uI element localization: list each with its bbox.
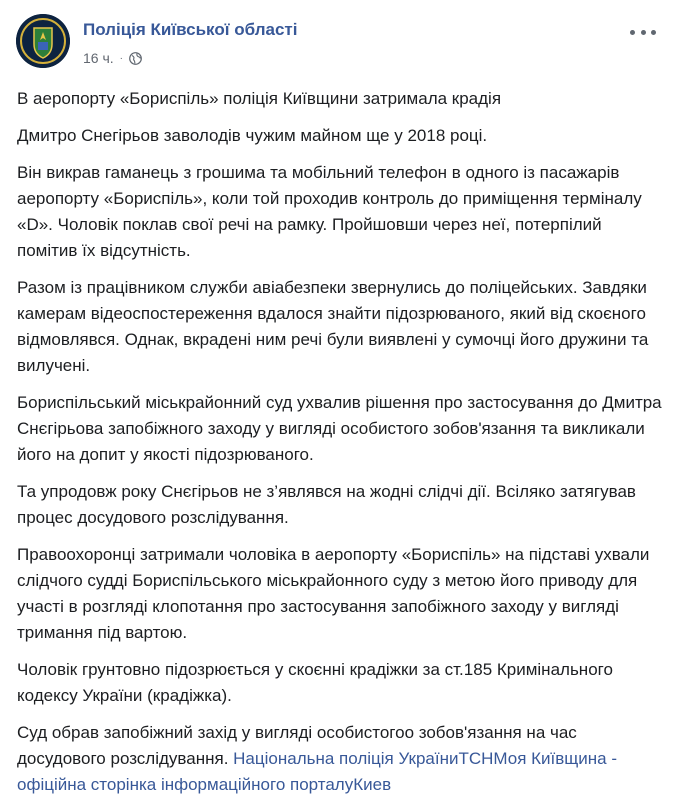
tag-link-kiev[interactable]: Киев <box>353 775 392 794</box>
post-meta <box>83 50 142 66</box>
paragraph: В аеропорту «Бориспіль» поліція Київщини затримала крадія <box>17 89 502 108</box>
globe-icon[interactable] <box>129 52 142 65</box>
paragraph-text: Суд обрав запобіжний захід у вигляді особистогоо зобов'язання на час досудового розслідування. <box>17 723 577 768</box>
post-timestamp[interactable]: 16 ч. <box>83 50 114 66</box>
paragraph-with-tags <box>17 720 662 798</box>
paragraph: Чоловік грунтовно підозрюється у скоєнні крадіжки за ст.185 Кримінального кодексу України (крадіжка). <box>17 660 613 705</box>
post-body <box>17 86 662 809</box>
paragraph: Він викрав гаманець з грошима та мобільний телефон в одного із пасажарів аеропорту «Бориспіль», коли той проходив контроль до приміщення терміналу «D». Чоловік поклав свої речі на рамку. Пройшовши через неї, потерпілий помітив їх відсутність. <box>17 163 642 260</box>
page-avatar[interactable] <box>16 14 70 68</box>
tag-link-moya-kyivshchyna[interactable]: Моя Київщина - офіційна сторінка інформаційного порталу <box>17 749 618 794</box>
more-options-icon[interactable] <box>630 22 656 42</box>
paragraph: Разом із працівником служби авіабезпеки звернулись до поліцейських. Завдяки камерам відеоспостереження вдалося знайти підозрюваного, який від скоєного відмовлявся. Однак, вкрадені ним речі були виявлені у сумочці його дружини та вилучені. <box>17 278 649 375</box>
police-emblem-icon <box>16 14 70 68</box>
paragraph: Дмитро Снегірьов заволодів чужим майном ще у 2018 році. <box>17 126 488 145</box>
paragraph: Правоохоронці затримали чоловіка в аеропорту «Бориспіль» на підставі ухвали слідчого судді Бориспільського міськрайонного суду з метою його приводу для участі в розгляді клопотання про застосування запобіжного заходу у вигляді тримання під вартою. <box>17 545 650 642</box>
paragraph: Та упродовж року Снєгірьов не з’являвся на жодні слідчі дії. Всіляко затягував процес досудового розслідування. <box>17 482 636 527</box>
page-name-link[interactable]: Поліція Київської області <box>83 20 298 39</box>
tag-link-tsn[interactable]: ТСН <box>458 749 494 768</box>
tag-link-national-police[interactable]: Національна поліція України <box>233 749 459 768</box>
meta-separator: · <box>119 52 123 64</box>
paragraph: Бориспільський міськрайонний суд ухвалив рішення про застосування до Дмитра Снєгірьова запобіжного заходу у вигляді особистого зобов'язання та викликали його на допит у якості підозрюваного. <box>17 393 662 464</box>
post-header <box>16 14 656 74</box>
